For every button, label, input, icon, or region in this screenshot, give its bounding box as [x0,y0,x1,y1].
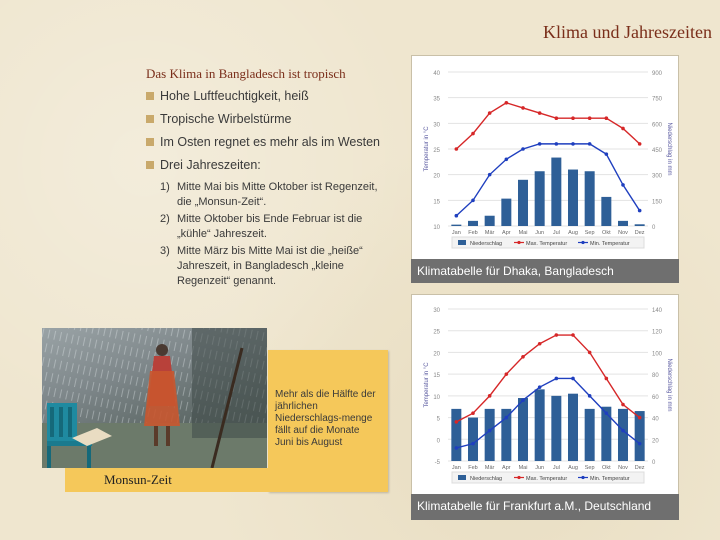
y-tick-label: 25 [433,148,440,154]
min-temperature-point [588,394,592,398]
dhaka-caption: Klimatabelle für Dhaka, Bangladesch [411,259,679,283]
max-temperature-point [571,116,575,120]
y-tick-label: 35 [433,96,440,103]
legend-entry: Min. Temperatur [590,241,630,247]
min-temperature-point [505,157,509,161]
max-temperature-line [456,335,639,422]
min-temperature-point [521,147,525,151]
max-temperature-point [455,147,459,151]
y2-tick-label: 750 [652,96,663,103]
precipitation-bar [485,409,495,461]
min-temperature-point [538,142,542,146]
y-tick-label: 25 [433,329,440,336]
min-temperature-point [605,411,609,415]
max-temperature-point [471,411,475,415]
precipitation-bar [518,180,528,226]
x-tick-label: Jan [451,230,461,236]
min-temperature-point [455,214,459,218]
max-temperature-point [538,111,542,115]
season-item: 3) Mitte März bis Mitte Mai ist die „heiße“ Jahreszeit, in Bangladesch „kleine Regenzeit“ genannt. [160,245,363,287]
season-list [160,180,386,289]
monsoon-note: Mehr als die Hälfte der jährlichen Niederschlags-menge fällt auf die Monate Juni bis August [275,389,376,448]
frankfurt-climate-chart [412,295,678,495]
max-temperature-point [455,420,459,424]
max-temperature-point [488,394,492,398]
min-temperature-point [488,173,492,177]
y2-tick-label: 600 [652,122,663,129]
precipitation-bar [601,197,611,226]
y-tick-label: 0 [436,438,440,445]
x-tick-label: Jun [535,465,545,471]
legend-entry: Max. Temperatur [526,476,568,482]
min-temperature-point [638,442,642,446]
min-temperature-point [571,377,575,381]
y-tick-label: 30 [433,308,440,314]
min-temperature-point [638,209,642,213]
max-temperature-point [638,416,642,420]
y2-tick-label: 40 [652,416,659,423]
slide-title: Klima und Jahreszeiten [543,22,712,42]
precipitation-bar [618,221,628,226]
x-tick-label: Nov [618,465,628,471]
min-temperature-point [471,442,475,446]
bullet-humidity: Hohe Luftfeuchtigkeit, heiß [146,88,386,104]
precipitation-bar [568,170,578,226]
max-temperature-point [571,333,575,337]
max-temperature-point [605,377,609,381]
precipitation-bar [618,409,628,461]
y-tick-label: -5 [434,460,440,466]
max-temperature-point [588,351,592,355]
y-tick-label: 20 [433,173,440,180]
min-temperature-point [488,429,492,433]
season-item: 2) Mitte Oktober bis Ende Februar ist die „kühle“ Jahreszeit. [160,213,363,240]
x-tick-label: Okt [602,465,611,471]
min-temperature-point [521,398,525,402]
max-temperature-point [638,142,642,146]
y2-tick-label: 80 [652,373,659,380]
max-temperature-point [521,106,525,110]
photo-caption: Monsun-Zeit [104,472,172,487]
y2-tick-label: 450 [652,148,663,154]
legend-entry: Min. Temperatur [590,476,630,482]
precipitation-bar [551,396,561,461]
y-tick-label: 10 [433,394,440,401]
bullet-cyclones: Tropische Wirbelstürme [146,111,386,127]
min-temperature-point [538,385,542,389]
min-temperature-point [505,416,509,420]
x-tick-label: Apr [502,465,511,471]
legend-entry: Niederschlag [470,241,503,247]
max-temperature-point [588,116,592,120]
min-temperature-point [455,446,459,450]
x-tick-label: Nov [618,230,628,236]
max-temperature-point [505,372,509,376]
legend-swatch [458,240,466,245]
max-temperature-point [555,116,559,120]
bullet-seasons: Drei Jahreszeiten: [146,157,386,173]
y-tick-label: 30 [433,122,440,129]
min-temperature-line [456,378,639,447]
x-tick-label: Aug [568,465,578,471]
max-temperature-point [621,403,625,407]
precipitation-bar [451,225,461,226]
y-tick-label: 5 [436,416,440,423]
precipitation-bar [535,389,545,461]
precipitation-bar [585,409,595,461]
legend-entry: Niederschlag [470,476,503,482]
text-content [146,66,386,291]
max-temperature-point [471,132,475,136]
precipitation-bar [635,224,645,226]
frankfurt-caption: Klimatabelle für Frankfurt a.M., Deutschland [411,494,679,520]
x-tick-label: Jun [535,230,545,236]
monsoon-illustration [42,328,267,468]
max-temperature-point [488,111,492,115]
precipitation-bar [585,171,595,226]
bullet-east-rain: Im Osten regnet es mehr als im Westen [146,134,386,150]
legend-entry: Max. Temperatur [526,241,568,247]
precipitation-bar [518,398,528,461]
precipitation-bar [485,216,495,226]
frankfurt-chart-box [411,294,679,496]
content-heading: Das Klima in Bangladesch ist tropisch [146,66,346,81]
legend-swatch [517,241,520,244]
y-tick-label: 20 [433,351,440,358]
legend-swatch [581,241,584,244]
y2-tick-label: 120 [652,329,663,336]
x-tick-label: Okt [602,230,611,236]
dhaka-climate-chart [412,56,678,260]
x-tick-label: Aug [568,230,578,236]
max-temperature-point [505,101,509,105]
x-tick-label: Feb [468,230,478,236]
y2-axis-label: Niederschlag in mm [666,122,672,176]
x-tick-label: Jan [451,465,461,471]
precipitation-bar [451,409,461,461]
season-item: 1) Mitte Mai bis Mitte Oktober ist Regenzeit, die „Monsun-Zeit“. [160,181,378,208]
min-temperature-point [471,199,475,203]
max-temperature-point [555,333,559,337]
y-axis-label: Temperatur in °C [424,362,430,408]
precipitation-bar [468,221,478,226]
max-temperature-line [456,103,639,149]
x-tick-label: Jul [552,230,560,236]
precipitation-bar [568,394,578,461]
legend-swatch [517,476,520,479]
max-temperature-point [605,116,609,120]
x-tick-label: Dez [634,465,645,471]
y-axis-label: Temperatur in °C [424,126,430,172]
x-tick-label: Dez [634,230,645,236]
precipitation-bar [468,418,478,461]
y2-axis-label: Niederschlag in mm [666,358,672,412]
min-temperature-point [571,142,575,146]
y2-tick-label: 0 [652,460,656,466]
y2-tick-label: 20 [652,438,659,445]
y-tick-label: 15 [433,199,440,206]
min-temperature-point [555,377,559,381]
min-temperature-point [588,142,592,146]
x-tick-label: Mär [484,230,495,236]
precipitation-bar [551,158,561,226]
y-tick-label: 15 [433,373,440,380]
y-tick-label: 40 [433,71,440,77]
y2-tick-label: 900 [652,71,663,77]
max-temperature-point [538,342,542,346]
y2-tick-label: 150 [652,199,663,206]
x-tick-label: Sep [584,465,595,471]
y2-tick-label: 100 [652,351,663,358]
precipitation-bar [535,171,545,226]
legend-swatch [458,475,466,480]
y2-tick-label: 60 [652,394,659,401]
precipitation-bar [501,199,511,226]
y2-tick-label: 300 [652,173,663,180]
dhaka-chart-box [411,55,679,261]
max-temperature-point [521,355,525,359]
min-temperature-line [456,144,639,216]
x-tick-label: Mai [518,465,528,471]
x-tick-label: Sep [584,230,595,236]
x-tick-label: Mai [518,230,528,236]
y2-tick-label: 0 [652,225,656,231]
x-tick-label: Jul [552,465,560,471]
x-tick-label: Feb [468,465,478,471]
monsoon-photo [42,328,267,468]
max-temperature-point [621,127,625,131]
min-temperature-point [621,429,625,433]
y2-tick-label: 140 [652,308,663,314]
min-temperature-point [605,152,609,156]
x-tick-label: Apr [502,230,511,236]
y-tick-label: 10 [433,225,440,231]
x-tick-label: Mär [484,465,495,471]
min-temperature-point [621,183,625,187]
legend-swatch [581,476,584,479]
min-temperature-point [555,142,559,146]
